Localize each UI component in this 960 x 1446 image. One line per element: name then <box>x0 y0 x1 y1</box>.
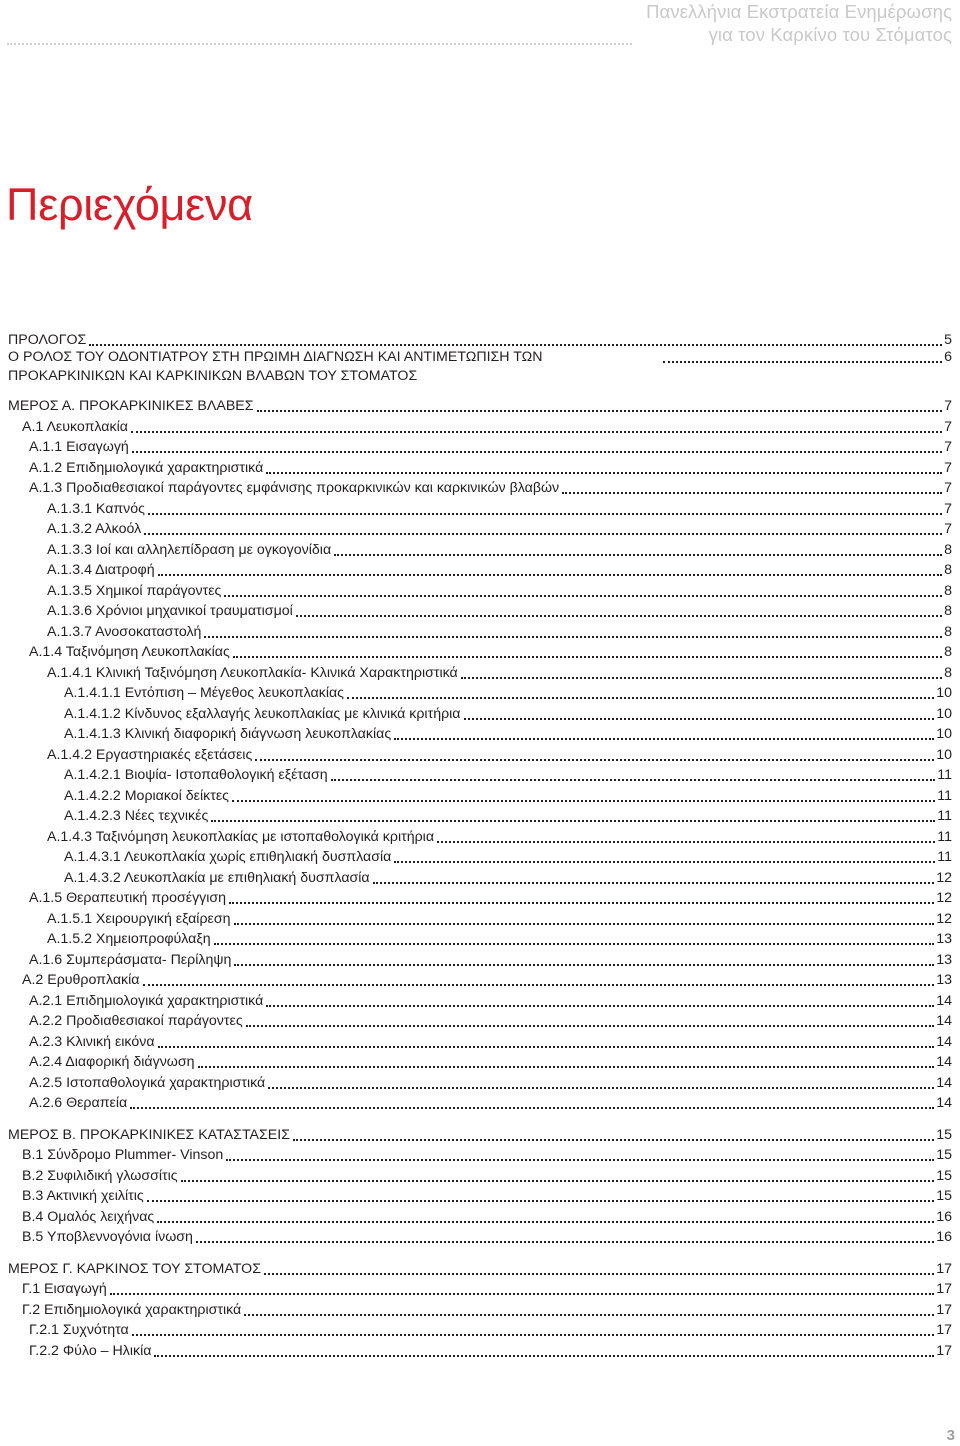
toc-entry-text: Α.1.4.3.1 Λευκοπλακία χωρίς επιθηλιακή δυσπλασία <box>64 849 392 865</box>
toc-entry-text: Α.1.2 Επιδημιολογικά χαρακτηριστικά <box>29 459 264 476</box>
toc-entry-label <box>8 747 252 764</box>
toc-entry-text: Α.1.3.5 Χημικοί παράγοντες <box>47 582 222 599</box>
toc-page-number: 12 <box>936 890 952 906</box>
toc-entry-text: Α.1.5.2 Χημειοπροφύλαξη <box>47 931 211 947</box>
toc-page-number: 8 <box>944 562 952 578</box>
toc-entry <box>8 1205 952 1226</box>
toc-entry-text-line1: Ο ΡΟΛΟΣ ΤΟΥ ΟΔΟΝΤΙΑΤΡΟΥ ΣΤΗ ΠΡΩΙΜΗ ΔΙΑΓΝΩΣΗ ΚΑΙ ΑΝΤΙΜΕΤΩΠΙΣΗ ΤΩΝ <box>8 348 543 365</box>
dot-leader <box>232 800 935 802</box>
toc-entry <box>8 866 952 887</box>
dot-leader <box>110 1293 934 1295</box>
toc-entry <box>8 1030 952 1051</box>
toc-entry-label <box>8 542 331 559</box>
toc-page-number: 16 <box>936 1229 952 1245</box>
toc-entry-text: Α.1.4 Ταξινόμηση Λευκοπλακίας <box>29 644 230 660</box>
toc-entry-text: Α.1.3.6 Χρόνιοι μηχανικοί τραυματισμοί <box>47 603 293 619</box>
dot-leader <box>437 841 935 843</box>
dot-leader <box>224 595 942 597</box>
toc-entry-label <box>8 1209 154 1226</box>
toc-entry-label <box>8 460 263 477</box>
toc-entry-label <box>8 439 129 456</box>
toc-entry-text: Α.1.4.3 Ταξινόμηση λευκοπλακίας με ιστοπαθολογικά κριτήρια <box>47 828 435 845</box>
toc-page-number: 5 <box>944 331 952 348</box>
toc-entry-label <box>8 829 434 846</box>
dot-leader <box>154 1355 934 1357</box>
toc-entry-text: Α.2.2 Προδιαθεσιακοί παράγοντες <box>29 1013 243 1029</box>
dot-leader <box>394 738 934 740</box>
dot-leader <box>204 636 942 638</box>
toc-entry-text: Β.5 Υποβλεννογόνια ίνωση <box>22 1229 193 1245</box>
dot-leader <box>147 1200 935 1202</box>
toc-entry-label <box>8 1095 127 1112</box>
dot-leader <box>198 1066 935 1068</box>
toc-entry-text: Β.2 Συφιλιδική γλωσσίτις <box>22 1167 178 1184</box>
dot-leader <box>89 344 942 346</box>
toc-entry <box>8 497 952 518</box>
toc-entry <box>8 1092 952 1113</box>
dot-leader <box>663 361 942 363</box>
toc-page-number: 6 <box>944 348 952 365</box>
toc-entry <box>8 764 952 785</box>
toc-page-number: 12 <box>936 869 952 886</box>
toc-page-number: 14 <box>936 1095 952 1111</box>
dot-leader <box>244 1314 934 1316</box>
toc-entry-label <box>8 501 145 518</box>
toc-entry-text: Γ.2 Επιδημιολογικά χαρακτηριστικά <box>22 1301 242 1318</box>
toc-page-number: 7 <box>944 480 952 496</box>
dot-leader <box>394 861 935 863</box>
dot-leader <box>157 1221 934 1223</box>
toc-page-number: 11 <box>937 808 952 824</box>
dot-leader <box>562 492 942 494</box>
toc-page-number: 14 <box>936 1054 952 1070</box>
toc-entry-text: Α.1.4.2 Εργαστηριακές εξετάσεις <box>47 746 253 763</box>
toc-page-number: 16 <box>936 1208 952 1225</box>
dot-leader <box>331 779 936 781</box>
toc-entry-label <box>8 1075 265 1092</box>
toc-entry-label <box>8 398 254 415</box>
toc-entry-label <box>8 368 417 385</box>
toc-entry-label <box>8 1343 151 1360</box>
toc-entry-text: Α.1.4.1.2 Κίνδυνος εξαλλαγής λευκοπλακίας με κλινικά κριτήρια <box>64 705 461 722</box>
toc-entry-text: Α.2 Ερυθροπλακία <box>22 972 140 988</box>
toc-entry <box>8 1051 952 1072</box>
toc-entry-label <box>8 562 155 579</box>
toc-entry <box>8 559 952 580</box>
campaign-header <box>646 0 952 46</box>
toc-page-number: 8 <box>944 623 952 640</box>
toc-page-number: 13 <box>936 972 952 988</box>
toc-entry <box>8 1144 952 1165</box>
toc-entry-text: Β.1 Σύνδρομο Plummer- Vinson <box>22 1147 224 1163</box>
toc-entry-text: Α.1.4.2.3 Νέες τεχνικές <box>64 808 209 824</box>
header-dotted-rule <box>7 43 632 45</box>
toc-page-number: 15 <box>936 1188 952 1204</box>
toc-page-number: 8 <box>944 644 952 660</box>
toc-entry-text: Α.1.4.3.2 Λευκοπλακία με επιθηλιακή δυσπλασία <box>64 869 370 886</box>
toc-page-number: 7 <box>944 521 952 537</box>
toc-page-number: 10 <box>936 705 952 722</box>
dot-leader <box>181 1180 935 1182</box>
toc-entry <box>8 702 952 723</box>
toc-entry <box>8 349 952 385</box>
toc-entry <box>8 477 952 498</box>
toc-entry-text: ΠΡΟΛΟΓΟΣ <box>8 331 87 348</box>
toc-entry-text: ΚΑΡΚΙΝΟΣ ΤΟΥ ΣΤΟΜΑΤΟΣ <box>76 1260 261 1277</box>
toc-entry-text: Α.2.4 Διαφορική διάγνωση <box>29 1054 195 1070</box>
toc-page-number: 11 <box>937 828 952 845</box>
toc-entry-text: Α.1.4.2.2 Μοριακοί δείκτες <box>64 787 230 804</box>
toc-entry-label <box>8 808 208 825</box>
toc-entry <box>8 328 952 349</box>
dot-leader <box>148 513 942 515</box>
toc-entry-text: Α.2.6 Θεραπεία <box>29 1095 128 1111</box>
dot-leader <box>143 984 935 986</box>
dot-leader <box>264 1273 934 1275</box>
dot-leader <box>130 1107 934 1109</box>
toc-entry <box>8 1185 952 1206</box>
toc-entry <box>8 641 952 662</box>
toc-entry-label <box>8 480 559 497</box>
toc-page-number: 10 <box>936 685 952 701</box>
toc-entry <box>8 989 952 1010</box>
toc-entry-label <box>8 1229 193 1246</box>
toc-page-number: 12 <box>936 910 952 927</box>
toc-page-number: 13 <box>936 931 952 947</box>
toc-entry <box>8 743 952 764</box>
toc-entry-label <box>8 521 141 538</box>
toc-entry-text: Α.1 Λευκοπλακία <box>22 418 128 435</box>
toc-entry-label <box>8 1013 243 1030</box>
toc-entry-text: Α.1.3.2 Αλκοόλ <box>47 521 142 537</box>
toc-entry-text: Α.1.5 Θεραπευτική προσέγγιση <box>29 890 227 906</box>
toc-entry <box>8 579 952 600</box>
toc-entry-label <box>8 1127 290 1144</box>
dot-leader <box>131 431 942 433</box>
toc-entry-label <box>8 332 86 349</box>
toc-page-number: 7 <box>944 500 952 517</box>
toc-entry <box>8 805 952 826</box>
toc-entry-label <box>8 1034 155 1051</box>
dot-leader <box>158 1046 935 1048</box>
toc-page-number: 17 <box>936 1322 952 1338</box>
toc-page-number: 17 <box>936 1301 952 1318</box>
dot-leader <box>464 718 935 720</box>
toc-page-number: 11 <box>937 787 952 804</box>
toc-entry-text: Α.1.3 Προδιαθεσιακοί παράγοντες εμφάνισης προκαρκινικών και καρκινικών βλαβών <box>29 480 560 496</box>
toc-page-number: 14 <box>936 992 952 1009</box>
dot-leader <box>132 451 942 453</box>
toc-entry <box>8 682 952 703</box>
toc-page-number: 14 <box>936 1033 952 1050</box>
toc-page-number: 17 <box>936 1342 952 1359</box>
toc-entry-label <box>8 972 140 989</box>
toc-page-number: 14 <box>936 1013 952 1029</box>
toc-page-number: 15 <box>936 1126 952 1143</box>
toc-entry-label <box>8 665 458 682</box>
toc-entry-label <box>8 890 226 907</box>
toc-entry <box>8 1257 952 1278</box>
toc-part-prefix: ΜΕΡΟΣ Γ. <box>8 1260 73 1277</box>
toc-entry <box>8 1071 952 1092</box>
toc-entry-label <box>8 1147 223 1164</box>
toc-entry <box>8 1278 952 1299</box>
toc-entry-text: ΜΕΡΟΣ Α. ΠΡΟΚΑΡΚΙΝΙΚΕΣ ΒΛΑΒΕΣ <box>8 398 254 414</box>
toc-entry-label <box>8 993 263 1010</box>
toc-entry-text: Α.1.4.1 Κλινική Ταξινόμηση Λευκοπλακία- Κλινικά Χαρακτηριστικά <box>47 664 458 681</box>
dot-leader <box>347 697 934 699</box>
toc-page-number: 13 <box>936 951 952 968</box>
dot-leader <box>234 923 935 925</box>
toc-page-number: 8 <box>944 582 952 599</box>
toc-entry-label <box>8 726 391 743</box>
toc-page-number: 7 <box>944 439 952 455</box>
toc-entry <box>8 928 952 949</box>
toc-entry <box>8 600 952 621</box>
toc-entry-label <box>8 952 231 969</box>
toc-entry <box>8 825 952 846</box>
page-number: 3 <box>946 1427 955 1444</box>
toc-entry-text: Γ.2.1 Συχνότητα <box>29 1322 129 1338</box>
toc-entry-text: Β.3 Ακτινική χειλίτις <box>22 1188 144 1204</box>
toc-page-number: 17 <box>936 1281 952 1297</box>
toc-entry-label <box>8 1188 144 1205</box>
toc-entry <box>8 784 952 805</box>
toc-page-number: 7 <box>944 418 952 435</box>
dot-leader <box>334 554 942 556</box>
toc-entry-label <box>8 849 391 866</box>
toc-entry-text: Β.4 Ομαλός λειχήνας <box>22 1208 155 1225</box>
toc-entry-text: Α.2.3 Κλινική εικόνα <box>29 1033 155 1050</box>
toc-entry <box>8 395 952 416</box>
toc-page-number: 7 <box>944 398 952 414</box>
dot-leader <box>229 902 934 904</box>
toc-entry <box>8 415 952 436</box>
dot-leader <box>196 1241 934 1243</box>
toc-entry-label <box>8 419 128 436</box>
toc-entry-text: ΠΡΟΚΑΡΚΙΝΙΚΕΣ ΚΑΤΑΣΤΑΣΕΙΣ <box>79 1126 290 1143</box>
toc-page-number: 14 <box>936 1074 952 1091</box>
toc-entry-text: Α.1.4.1.1 Εντόπιση – Μέγεθος λευκοπλακίας <box>64 685 345 701</box>
dot-leader <box>211 820 935 822</box>
toc-entry-label <box>8 911 231 928</box>
toc-part-prefix: ΜΕΡΟΣ Β. <box>8 1126 76 1143</box>
toc-entry <box>8 887 952 908</box>
toc-entry-label <box>8 788 229 805</box>
toc-page-number: 10 <box>936 726 952 742</box>
toc-page-number: 17 <box>936 1260 952 1277</box>
toc-page-number: 8 <box>944 664 952 681</box>
toc-entry-text: Γ.1 Εισαγωγή <box>22 1281 107 1297</box>
toc-entry-label <box>8 685 344 702</box>
toc-entry-text: Γ.2.2 Φύλο – Ηλικία <box>29 1342 152 1359</box>
toc-entry-text: Α.1.3.7 Ανοσοκαταστολή <box>47 623 202 640</box>
toc-entry-label <box>8 870 370 887</box>
dot-leader <box>257 410 943 412</box>
dot-leader <box>296 615 942 617</box>
toc-page-number: 11 <box>937 849 952 865</box>
dot-leader <box>246 1025 935 1027</box>
dot-leader <box>268 1087 934 1089</box>
toc-entry <box>8 620 952 641</box>
dot-leader <box>373 882 935 884</box>
toc-entry <box>8 1319 952 1340</box>
dot-leader <box>461 677 942 679</box>
dot-leader <box>144 533 942 535</box>
toc-entry-label <box>8 1168 178 1185</box>
dot-leader <box>255 759 934 761</box>
toc-page-number: 11 <box>937 767 952 783</box>
dot-leader <box>293 1139 934 1141</box>
toc-entry-label <box>8 1302 241 1319</box>
toc-entry <box>8 1226 952 1247</box>
toc-page-number: 7 <box>944 459 952 476</box>
toc-entry-text-line2: ΠΡΟΚΑΡΚΙΝΙΚΩΝ ΚΑΙ ΚΑΡΚΙΝΙΚΩΝ ΒΛΑΒΩΝ ΤΟΥ ΣΤΟΜΑΤΟΣ <box>8 367 418 384</box>
toc-entry-label <box>8 1322 129 1339</box>
toc-entry <box>8 518 952 539</box>
dot-leader <box>132 1334 934 1336</box>
dot-leader <box>233 656 942 658</box>
toc-entry-label <box>8 603 293 620</box>
toc-entry-text: Α.1.3.1 Καπνός <box>47 500 146 517</box>
toc-entry <box>8 456 952 477</box>
toc-entry-label <box>8 706 461 723</box>
toc-entry-text: Α.1.3.3 Ιοί και αλληλεπίδραση με ογκογονίδια <box>47 541 332 558</box>
toc-entry <box>8 436 952 457</box>
dot-leader <box>266 472 942 474</box>
toc-entry <box>8 661 952 682</box>
toc-entry-text: Α.1.5.1 Χειρουργική εξαίρεση <box>47 910 231 927</box>
toc-entry <box>8 1298 952 1319</box>
toc-page-number: 8 <box>944 541 952 558</box>
toc-entry <box>8 1010 952 1031</box>
table-of-contents <box>8 328 952 1360</box>
dot-leader <box>158 574 943 576</box>
toc-entry <box>8 969 952 990</box>
toc-entry <box>8 1339 952 1360</box>
toc-entry-text: Α.2.1 Επιδημιολογικά χαρακτηριστικά <box>29 992 264 1009</box>
toc-entry <box>8 1164 952 1185</box>
toc-entry <box>8 538 952 559</box>
toc-entry-text: Α.1.4.1.3 Κλινική διαφορική διάγνωση λευκοπλακίας <box>64 726 392 742</box>
dot-leader <box>214 943 935 945</box>
dot-leader <box>226 1159 934 1161</box>
toc-entry-label <box>8 767 328 784</box>
toc-entry-text: Α.1.3.4 Διατροφή <box>47 562 155 578</box>
toc-entry <box>8 907 952 928</box>
toc-entry-label <box>8 1261 261 1278</box>
toc-entry-label <box>8 624 201 641</box>
toc-entry-text: Α.1.1 Εισαγωγή <box>29 439 129 455</box>
toc-entry <box>8 1123 952 1144</box>
toc-entry-text: Α.2.5 Ιστοπαθολογικά χαρακτηριστικά <box>29 1074 266 1091</box>
toc-entry <box>8 846 952 867</box>
campaign-header-line2: για τον Καρκίνο του Στόματος <box>708 24 952 45</box>
dot-leader <box>266 1005 934 1007</box>
toc-entry <box>8 948 952 969</box>
page-title: Περιεχόμενα <box>6 179 253 230</box>
campaign-header-line1: Πανελλήνια Εκστρατεία Ενημέρωσης <box>646 1 952 22</box>
toc-page-number: 10 <box>936 746 952 763</box>
toc-page-number: 15 <box>936 1147 952 1163</box>
toc-entry-label <box>8 931 211 948</box>
toc-entry-label <box>8 1054 195 1071</box>
toc-entry-text: Α.1.4.2.1 Βιοψία- Ιστοπαθολογική εξέταση <box>64 767 328 783</box>
toc-entry-text: Α.1.6 Συμπεράσματα- Περίληψη <box>29 951 232 968</box>
toc-entry-label <box>8 644 230 661</box>
toc-entry-label <box>8 1281 107 1298</box>
dot-leader <box>234 964 934 966</box>
toc-page-number: 8 <box>944 603 952 619</box>
toc-page-number: 15 <box>936 1167 952 1184</box>
toc-entry-label <box>8 583 221 600</box>
toc-entry <box>8 723 952 744</box>
